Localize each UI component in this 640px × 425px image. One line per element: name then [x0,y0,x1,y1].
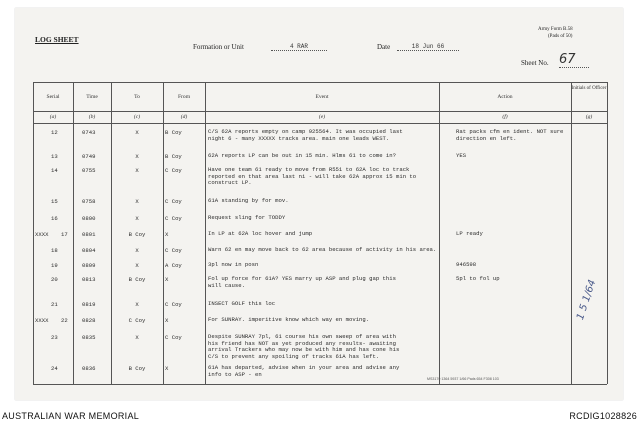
row-serial: 12 [51,129,58,136]
row-time: 0743 [82,129,96,136]
row-from: B Coy [165,153,182,160]
row-serial: 16 [51,215,58,222]
handwritten-note: 1 5 1/64 [575,278,599,322]
row-from: C Coy [165,301,182,308]
row-to: X [135,301,139,308]
column-header-time: Time [86,94,98,100]
date-label: Date [377,43,391,51]
row-serial: 14 [51,167,58,174]
row-time: 0813 [82,276,96,283]
row-event-line: his friend has NOT as yet produced any results- awaiting [208,339,396,347]
column-letter-a: (a) [49,114,57,120]
row-from: C Coy [165,334,182,341]
row-from: X [165,365,169,372]
row-time: 0801 [82,231,96,238]
row-event-line: 3pl now in posn [208,261,259,268]
column-letter-e: (e) [318,114,326,120]
form-reference: Army Form B.58 [538,27,573,32]
row-time: 0809 [82,262,96,269]
row-from: C Coy [165,247,182,254]
row-from: B Coy [165,129,182,136]
column-letter-f: (f) [502,114,508,120]
row-event-line: 62A reports LP can be out in 15 min. Hlms 61 to come in? [208,152,396,159]
row-action-line: Rat packs cfm en ident. NOT sure [456,128,564,135]
column-header-serial: Serial [46,94,60,100]
formation-value: 4 RAR [271,43,327,51]
sheet-title: LOG SHEET [35,35,79,44]
column-letter-c: (c) [133,114,141,120]
row-serial: 22 [61,317,68,324]
row-prefix: XXXX [35,231,49,238]
row-event-line: info to ASP - en [208,370,262,378]
row-to: X [135,334,139,341]
row-event-line: Have one team 61 ready to move from R551 to 62A loc to track [208,166,410,173]
column-letter-d: (d) [180,114,188,120]
row-from: A Coy [165,262,182,269]
record-id: RCDIG1028826 [569,411,637,421]
row-event-line: C/S to prevent any spoiling of tracks 61A has left. [208,352,380,360]
row-event-line: Despite SUNRAY 7pl, 61 course his own sweep of area with [208,333,396,340]
column-letter-b: (b) [88,114,96,120]
row-event-line: Warn 62 en may move back to 62 area because of activity in his area. [208,246,437,253]
row-event-line: In LP at 62A loc hover and jump [208,230,313,237]
row-time: 0758 [82,198,96,205]
row-action-line: 946598 [456,261,477,268]
row-to: X [135,153,139,160]
row-serial: 15 [51,198,58,205]
row-serial: 17 [61,231,68,238]
row-to: X [135,262,139,269]
row-event-line: reported en that area last ni - will take 62A approx 15 min to [208,172,417,180]
column-header-from: From [177,94,191,100]
row-event-line: night 6 - many XXXXX tracks area. main one leads WEST. [208,134,390,142]
column-header-action: Action [497,94,513,100]
sheet-number-label: Sheet No. [521,59,549,67]
archive-credit: AUSTRALIAN WAR MEMORIAL [2,411,140,421]
row-time: 0749 [82,153,96,160]
row-serial: 19 [51,262,58,269]
row-time: 0800 [82,215,96,222]
row-event-line: INSECT GOLF this loc [208,300,276,307]
row-time: 0755 [82,167,96,174]
pads-note: (Pads of 50) [548,34,573,39]
row-to: C Coy [128,317,146,324]
row-serial: 20 [51,276,58,283]
row-serial: 24 [51,365,58,372]
row-event-line: 61A has departed, advise when in your area and advise any [208,364,400,371]
row-action-line: 5pl to fol up [456,275,500,282]
column-header-to: To [134,94,140,100]
row-event-line: For SUNRAY. imperitive know which way en moving. [208,316,370,323]
row-to: X [135,198,139,205]
row-to: X [135,215,139,222]
row-serial: 13 [51,153,58,160]
column-header-initials: Initials of Officer [571,86,607,91]
date-value: 18 Jun 66 [397,43,459,51]
row-event-line: will cause. [208,281,245,289]
row-event-line: C/S 62A reports empty on camp 925564. It was occupied last [208,128,403,135]
row-to: X [135,167,139,174]
row-prefix: XXXX [35,317,49,324]
row-from: X [165,317,169,324]
row-to: B Coy [128,365,146,372]
row-serial: 21 [51,301,58,308]
row-to: X [135,247,139,254]
row-action-line: direction en left. [456,134,517,142]
row-action-line: YES [456,152,467,159]
row-time: 0804 [82,247,96,254]
row-to: B Coy [128,276,146,283]
print-line: MS3170 1364 5937 1/66 Pads 654 F308 103 [427,377,499,381]
row-from: C Coy [165,198,182,205]
formation-label: Formation or Unit [193,43,244,51]
row-serial: 23 [51,334,58,341]
column-letter-g: (g) [585,114,593,120]
sheet-number-value: 67 [559,52,589,68]
row-serial: 18 [51,247,58,254]
row-action-line: LP ready [456,230,483,237]
row-event-line: arrival Trackers who may now be with him and has cone his [208,346,400,353]
log-sheet [15,8,623,400]
column-header-event: Event [315,94,329,100]
row-event-line: Fol up force for 61A? YES marry up ASP and plug gap this [208,275,396,282]
row-from: C Coy [165,167,182,174]
row-from: C Coy [165,215,182,222]
row-event-line: Request sling for TODDY [208,214,286,221]
row-to: B Coy [128,231,146,238]
row-to: X [135,129,139,136]
row-time: 0836 [82,365,96,372]
row-time: 0835 [82,334,96,341]
row-time: 0828 [82,317,96,324]
row-from: X [165,276,169,283]
row-event-line: 61A standing by for mov. [208,197,289,204]
row-event-line: construct LP. [208,179,252,186]
row-time: 0819 [82,301,96,308]
row-from: X [165,231,169,238]
